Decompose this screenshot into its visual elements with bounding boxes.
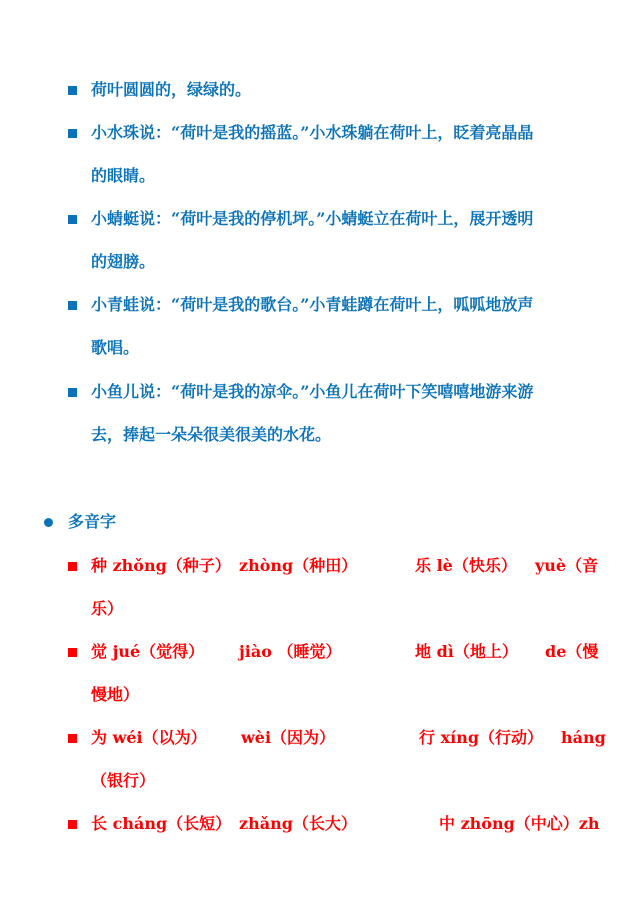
text-line: 小青蛙说：“荷叶是我的歌台。”小青蛙蹲在荷叶上，呱呱地放声 (91, 295, 534, 314)
square-bullet-icon (68, 648, 77, 657)
square-bullet-icon (68, 129, 77, 138)
polyphone-continuation: 慢地） (91, 685, 140, 704)
polyphone-entry: zhǎng（长大） (239, 814, 357, 833)
text-line: 去，捧起一朵朵很美很美的水花。 (91, 425, 332, 444)
square-bullet-icon (68, 734, 77, 743)
list-item-text (91, 111, 599, 197)
section-title: 多音字 (68, 512, 117, 531)
square-bullet-icon (68, 215, 77, 224)
polyphone-entry: 种 zhǒng（种子） (91, 556, 231, 575)
polyphone-entry: jiào （睡觉） (239, 642, 342, 661)
square-bullet-icon (68, 86, 77, 95)
polyphone-continuation: 乐） (91, 599, 124, 618)
polyphone-entry: de（慢 (545, 642, 599, 661)
list-item-text (91, 283, 599, 369)
text-line: 小鱼儿说：“荷叶是我的凉伞。”小鱼儿在荷叶下笑嘻嘻地游来游 (91, 382, 534, 401)
square-bullet-icon (68, 388, 77, 397)
text-line: 的眼睛。 (91, 166, 156, 185)
polyphone-entry: háng (561, 728, 606, 747)
list-item-text (91, 197, 599, 283)
text-line: 荷叶圆圆的，绿绿的。 (91, 80, 252, 99)
text-line: 的翅膀。 (91, 252, 156, 271)
list-item-text (91, 68, 599, 111)
polyphone-entry: 觉 jué（觉得） (91, 642, 205, 661)
polyphone-entry: 行 xíng（行动） (419, 728, 544, 747)
text-line: 歌唱。 (91, 338, 140, 357)
list-item-text (91, 370, 599, 456)
square-bullet-icon (68, 562, 77, 571)
polyphone-entry: 乐 lè（快乐） (415, 556, 517, 575)
square-bullet-icon (68, 820, 77, 829)
polyphone-entry: wèi（因为） (241, 728, 336, 747)
polyphone-entry: yuè（音 (535, 556, 599, 575)
polyphone-entry: zhòng（种田） (239, 556, 358, 575)
polyphone-entry: 地 dì（地上） (415, 642, 518, 661)
polyphone-entry: 为 wéi（以为） (91, 728, 207, 747)
text-line: 小水珠说：“荷叶是我的摇蓝。”小水珠躺在荷叶上，眨着亮晶晶 (91, 123, 534, 142)
round-bullet-icon (44, 518, 53, 527)
text-line: 小蜻蜓说：“荷叶是我的停机坪。”小蜻蜓立在荷叶上，展开透明 (91, 209, 534, 228)
polyphone-entry: 长 cháng（长短） (91, 814, 232, 833)
polyphone-continuation: （银行） (91, 771, 156, 790)
polyphone-entry: 中 zhōng（中心）zh (439, 814, 600, 833)
square-bullet-icon (68, 301, 77, 310)
